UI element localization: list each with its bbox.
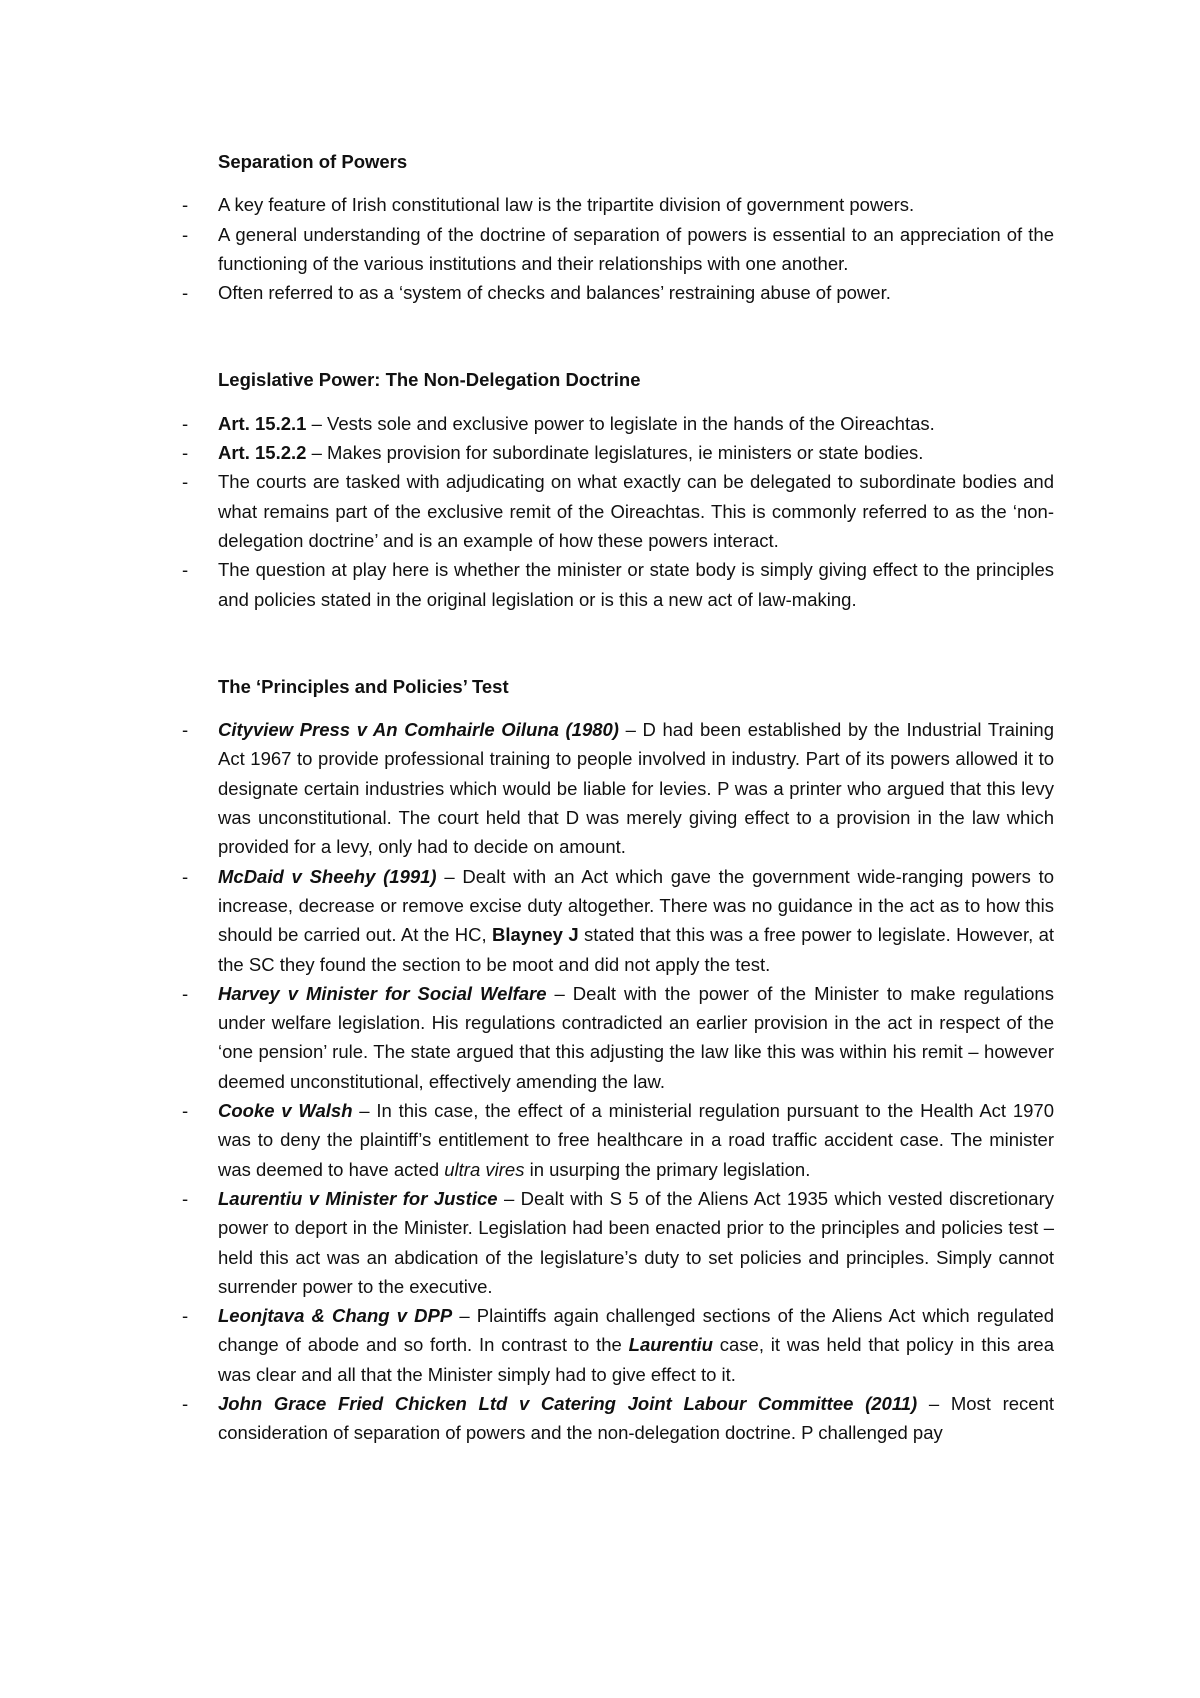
list-item: [182, 409, 1054, 438]
bullet-list: [182, 715, 1054, 1447]
list-item: [182, 1184, 1054, 1301]
case-name: Leonjtava & Chang v DPP: [218, 1305, 453, 1327]
item-text: – In this case, the effect of a ministerial regulation pursuant to the Health Act 1970 was to deny the plaintiff’s entitlement to free healthcare in a road traffic accident case. The minister was deemed to have acted: [218, 1100, 1054, 1180]
list-item: [182, 220, 1054, 279]
section-heading: The ‘Principles and Policies’ Test: [218, 675, 509, 697]
section-heading: Legislative Power: The Non-Delegation Doctrine: [218, 369, 641, 391]
list-item: [182, 1096, 1054, 1184]
case-name: Laurentiu v Minister for Justice: [218, 1187, 498, 1209]
section-separation-of-powers: [182, 147, 1054, 307]
list-item: [182, 278, 1054, 307]
case-name: Cityview Press v An Comhairle Oiluna (1980): [218, 719, 619, 741]
item-text: – Plaintiffs again challenged sections of the Aliens Act which regulated change of abode and so forth. In contrast to the: [218, 1305, 1055, 1356]
list-item: [182, 190, 1054, 219]
item-text: – Most recent consideration of separation of powers and the non-delegation doctrine. P challenged pay: [218, 1392, 1055, 1444]
judge-name: Blayney J: [492, 924, 579, 946]
section-legislative-power: [182, 365, 1054, 613]
list-item: [182, 438, 1054, 467]
list-item: [182, 555, 1054, 614]
item-text: The courts are tasked with adjudicating on what exactly can be delegated to subordinate bodies and what remains part of the exclusive remit of the Oireachtas. This is commonly referred to as the ‘non-delegation doctrine’ and is an example of how these powers interact.: [218, 471, 1054, 551]
article-reference: Art. 15.2.1: [218, 412, 307, 434]
bullet-list: [182, 190, 1054, 307]
list-item: [182, 1389, 1054, 1448]
item-text: – Vests sole and exclusive power to legislate in the hands of the Oireachtas.: [306, 412, 935, 434]
list-item: [182, 467, 1054, 555]
item-text: A general understanding of the doctrine of separation of powers is essential to an appreciation of the functioning of the various institutions and their relationships with one another.: [218, 223, 1054, 274]
section-principles-and-policies-test: [182, 672, 1054, 1448]
item-text: – Dealt with S 5 of the Aliens Act 1935 which vested discretionary power to deport in the Minister. Legislation had been enacted prior to the principles and policies test – held this act was an abdication of the legislature’s duty to set policies and principles. Simply cannot surrender power to the executive.: [218, 1187, 1054, 1297]
item-text: case, it was held that policy in this area was clear and all that the Minister simply had to give effect to it.: [218, 1334, 1054, 1385]
case-name: John Grace Fried Chicken Ltd v Catering Joint Labour Committee (2011): [218, 1392, 918, 1414]
item-text: – Makes provision for subordinate legislatures, ie ministers or state bodies.: [306, 442, 924, 464]
item-text: – Dealt with the power of the Minister to make regulations under welfare legislation. His regulations contradicted an earlier provision in the act in respect of the ‘one pension’ rule. The state argued that this adjusting the law like this was within his remit – however deemed unconstitutional, effectively amending the law.: [218, 982, 1054, 1092]
item-text: – D had been established by the Industrial Training Act 1967 to provide professional training to people involved in industry. Part of its powers allowed it to designate certain industries which would be liable for levies. P was a printer who argued that this levy was unconstitutional. The court held that D was merely giving effect to a provision in the law which provided for a levy, only had to decide on amount.: [218, 719, 1054, 858]
item-text: – Dealt with an Act which gave the government wide-ranging powers to increase, decrease or remove excise duty altogether. There was no guidance in the act as to how this should be carried out. At the HC,: [218, 865, 1054, 946]
item-text: A key feature of Irish constitutional law is the tripartite division of government powers.: [218, 194, 915, 216]
section-heading: Separation of Powers: [218, 151, 408, 172]
item-text: The question at play here is whether the minister or state body is simply giving effect to the principles and policies stated in the original legislation or is this a new act of law-making.: [218, 559, 1054, 610]
item-text: stated that this was a free power to legislate. However, at the SC they found the section to be moot and did not apply the test.: [218, 924, 1055, 975]
case-name: Harvey v Minister for Social Welfare: [218, 982, 547, 1004]
item-text: Often referred to as a ‘system of checks and balances’ restraining abuse of power.: [218, 282, 891, 304]
list-item: [182, 1301, 1054, 1389]
list-item: [182, 715, 1054, 861]
bullet-list: [182, 409, 1054, 614]
case-name: McDaid v Sheehy (1991): [218, 865, 437, 887]
item-text: in usurping the primary legislation.: [524, 1158, 811, 1180]
list-item: [182, 862, 1054, 979]
list-item: [182, 979, 1054, 1096]
case-name: Cooke v Walsh: [218, 1100, 353, 1122]
document-body: [182, 147, 1054, 1448]
article-reference: Art. 15.2.2: [218, 442, 307, 464]
case-reference: Laurentiu: [628, 1334, 713, 1356]
latin-term: ultra vires: [444, 1158, 525, 1180]
